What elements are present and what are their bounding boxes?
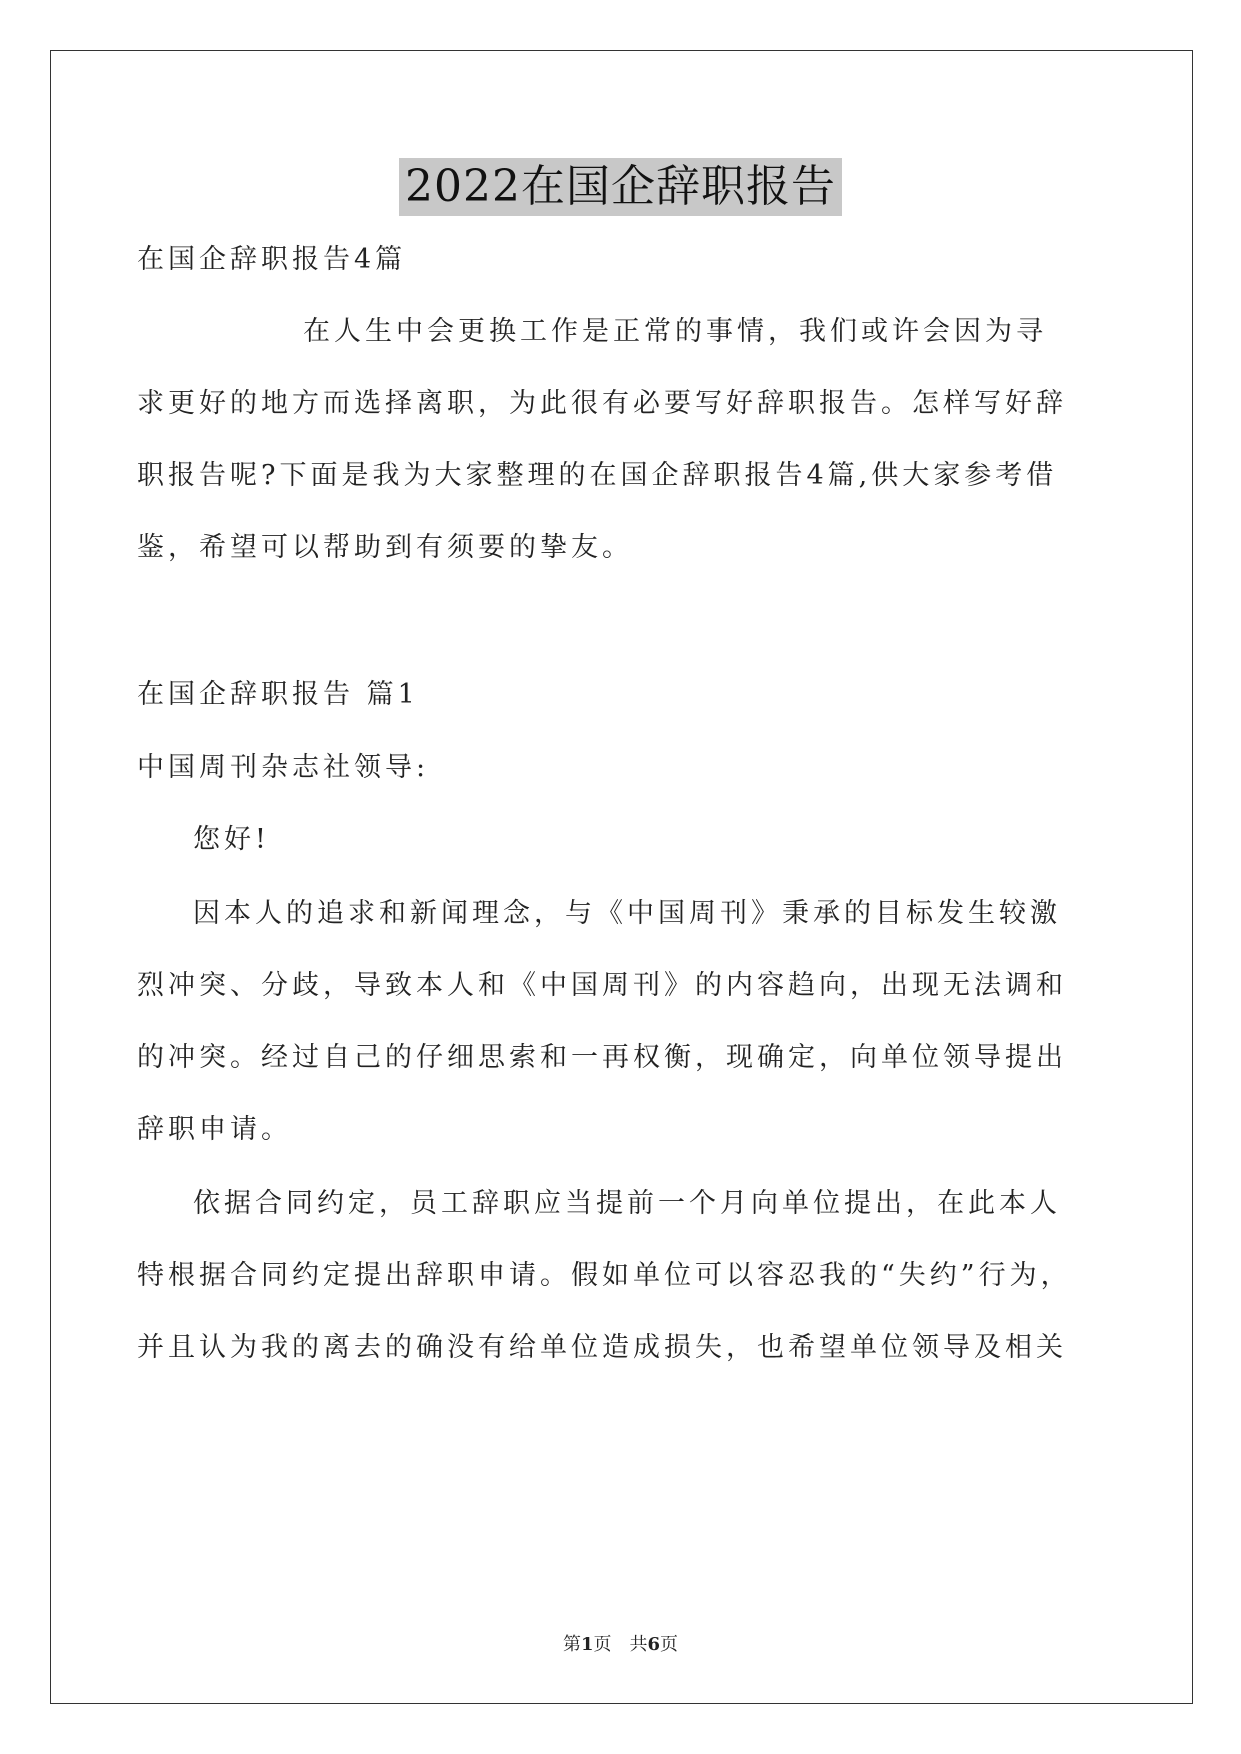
intro-line-4: 鉴，希望可以帮助到有须要的挚友。	[137, 532, 633, 563]
page-prefix: 第	[562, 1634, 581, 1655]
page-footer	[0, 1630, 1241, 1656]
page-current: 1	[580, 1634, 594, 1655]
greeting: 您好!	[193, 824, 270, 855]
intro-line-3: 职报告呢?下面是我为大家整理的在国企辞职报告4篇,供大家参考借	[137, 460, 1058, 491]
title-container	[0, 158, 1241, 216]
page-total: 6	[647, 1634, 661, 1655]
paragraph2-line-3: 并且认为我的离去的确没有给单位造成损失，也希望单位领导及相关	[137, 1332, 1067, 1363]
page-suffix: 页	[660, 1634, 679, 1655]
page-border	[50, 50, 1193, 1704]
page-mid: 页 共	[593, 1634, 648, 1655]
document-subtitle: 在国企辞职报告4篇	[137, 244, 407, 275]
intro-line-1: 在人生中会更换工作是正常的事情，我们或许会因为寻	[303, 316, 1047, 347]
paragraph1-line-4: 辞职申请。	[137, 1114, 292, 1145]
paragraph2-line-2: 特根据合同约定提出辞职申请。假如单位可以容忍我的“失约”行为，	[137, 1260, 1072, 1291]
paragraph1-line-1: 因本人的追求和新闻理念，与《中国周刊》秉承的目标发生较激	[193, 898, 1061, 929]
section-heading: 在国企辞职报告 篇1	[137, 679, 419, 710]
intro-line-2: 求更好的地方而选择离职，为此很有必要写好辞职报告。怎样写好辞	[137, 388, 1067, 419]
paragraph2-line-1: 依据合同约定，员工辞职应当提前一个月向单位提出，在此本人	[193, 1188, 1061, 1219]
paragraph1-line-2: 烈冲突、分歧，导致本人和《中国周刊》的内容趋向，出现无法调和	[137, 970, 1067, 1001]
document-title: 2022在国企辞职报告	[399, 158, 842, 216]
paragraph1-line-3: 的冲突。经过自己的仔细思索和一再权衡，现确定，向单位领导提出	[137, 1042, 1067, 1073]
salutation: 中国周刊杂志社领导:	[137, 752, 430, 783]
